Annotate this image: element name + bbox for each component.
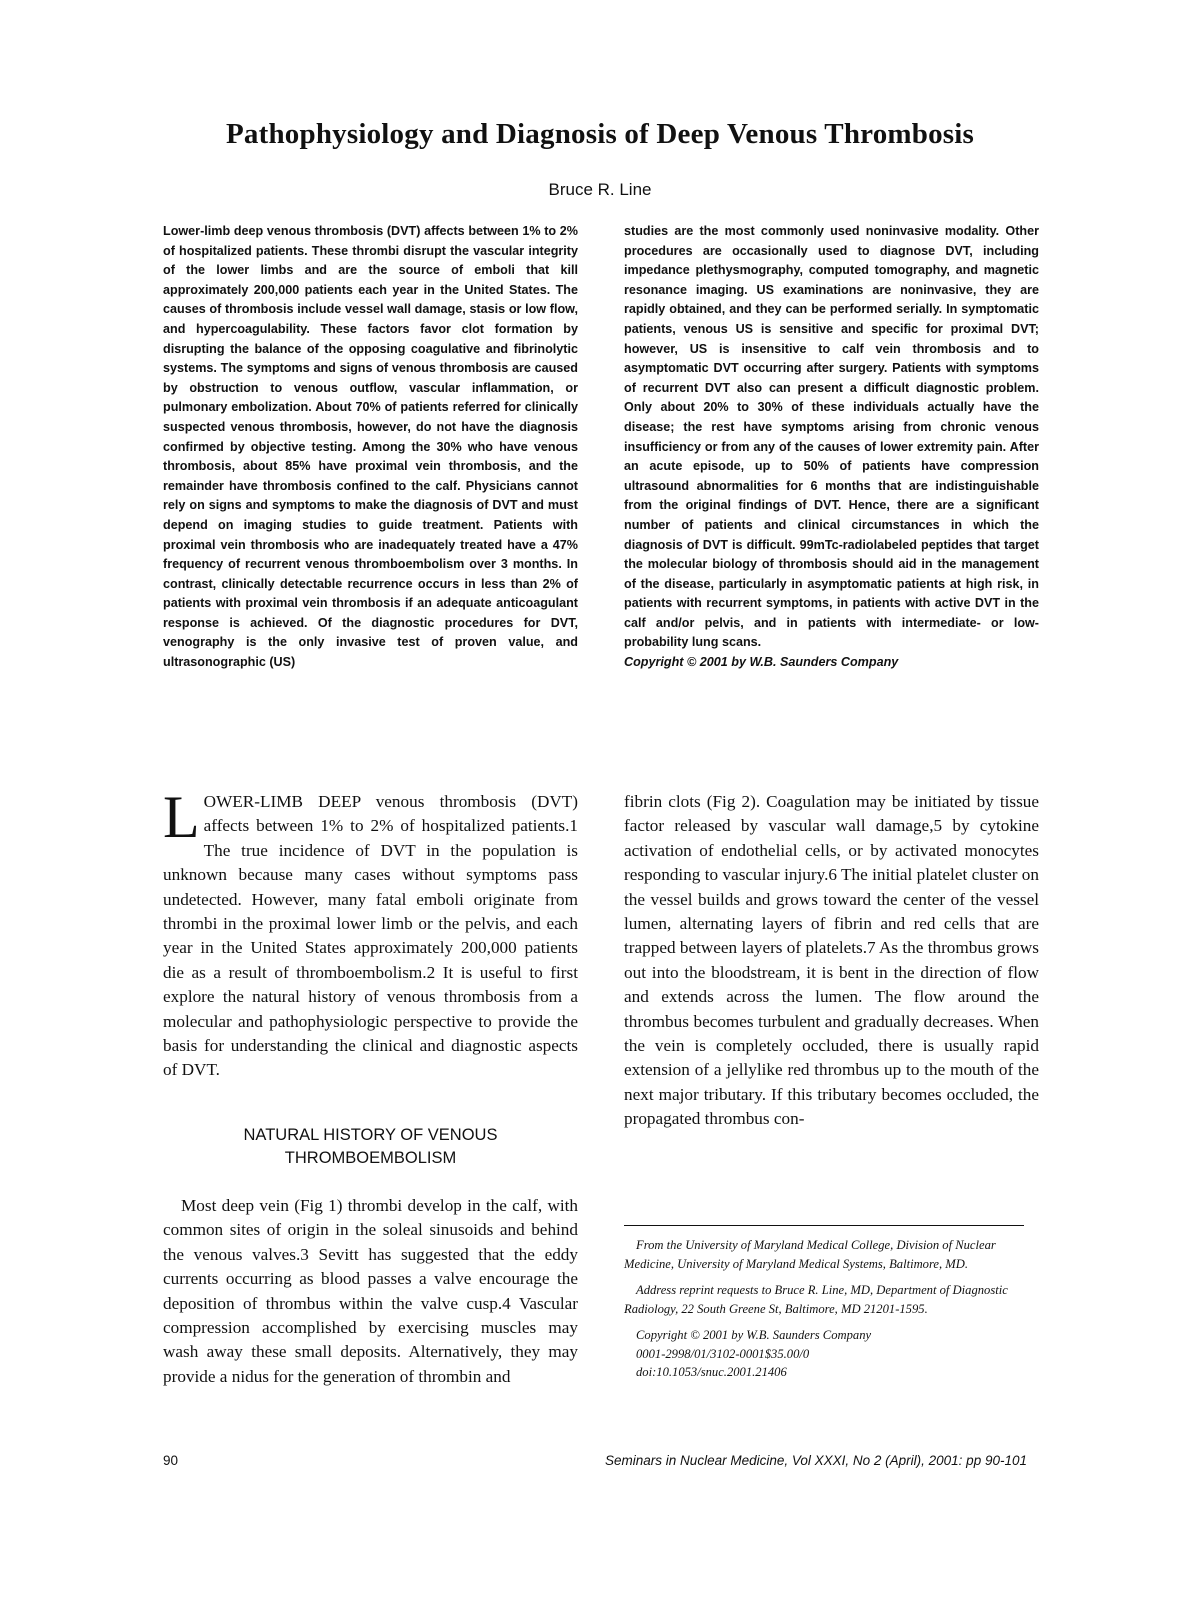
footnote-address: Address reprint requests to Bruce R. Line, MD, Department of Diagnostic Radiology, 22 South Greene St, Baltimore, MD 21201-1595.: [624, 1283, 1008, 1316]
page-number: 90: [163, 1453, 179, 1468]
section-heading-line-1: NATURAL HISTORY OF VENOUS: [243, 1126, 498, 1144]
abstract-left-column: [163, 222, 578, 673]
footnote-doi: doi:10.1053/snuc.2001.21406: [636, 1365, 787, 1379]
section-text: Most deep vein (Fig 1) thrombi develop in the calf, with common sites of origin in the soleal sinusoids and behind the venous valves.3 Sevitt has suggested that the eddy currents occurring as blood passes a valve encourage the deposition of thrombus within the valve cusp.4 Vascular compression accomplished by exercising muscles may wash away these small deposits. Alternatively, they may provide a nidus for the generation of thrombin and: [163, 1196, 578, 1386]
section-paragraph: [163, 1194, 578, 1389]
journal-citation: Seminars in Nuclear Medicine, Vol XXXI, No 2 (April), 2001: pp 90-101: [605, 1453, 1027, 1468]
right-body-column: [624, 790, 1039, 1132]
right-body-text: fibrin clots (Fig 2). Coagulation may be initiated by tissue factor released by vascular wall damage,5 by cytokine activation of endothelial cells, or by activated monocytes responding to vascular injury.6 The initial platelet cluster on the vessel builds and grows toward the center of the vessel lumen, alternating layers of fibrin and red cells that are trapped between layers of platelets.7 As the thrombus grows out into the bloodstream, it is bent in the direction of flow and extends across the lumen. The flow around the thrombus becomes turbulent and gradually decreases. When the vein is completely occluded, there is usually rapid extension of a jellylike red thrombus up to the mouth of the next major tributary. If this tributary becomes occluded, the propagated thrombus con-: [624, 792, 1039, 1129]
section-heading: [163, 1124, 578, 1170]
footnotes: [624, 1236, 1024, 1382]
abstract-right-column: [624, 222, 1039, 673]
footnote-affiliation: From the University of Maryland Medical College, Division of Nuclear Medicine, University of Maryland Medical Systems, Baltimore, MD.: [624, 1238, 996, 1271]
intro-paragraph: [163, 784, 578, 1083]
abstract-text-right: studies are the most commonly used noninvasive modality. Other procedures are occasionally used to diagnose DVT, including impedance plethysmography, computed tomography, and magnetic resonance imaging. US examinations are noninvasive, they are rapidly obtained, and they can be performed serially. In symptomatic patients, venous US is sensitive and specific for proximal DVT; however, US is insensitive to calf vein thrombosis and to asymptomatic DVT occurring after surgery. Patients with symptoms of recurrent DVT also can present a difficult diagnostic problem. Only about 20% to 30% of these individuals actually have the disease; the rest have symptoms arising from chronic venous insufficiency or from any of the causes of lower extremity pain. After an acute episode, up to 50% of patients have compression ultrasound abnormalities for 6 months that are indistinguishable from the original findings of DVT. Hence, there are a significant number of patients and clinical circumstances in which the diagnosis of DVT is difficult. 99mTc-radiolabeled peptides that target the molecular biology of thrombosis should aid in the management of the disease, particularly in asymptomatic patients at high risk, in patients with recurrent symptoms, in patients with active DVT in the calf and/or pelvis, and in patients with intermediate- or low-probability lung scans.: [624, 224, 1039, 650]
article-title: Pathophysiology and Diagnosis of Deep Venous Thrombosis: [225, 118, 975, 150]
abstract-text-left: Lower-limb deep venous thrombosis (DVT) affects between 1% to 2% of hospitalized patients. These thrombi disrupt the vascular integrity of the lower limbs and are the source of emboli that kill approximately 200,000 patients each year in the United States. The causes of thrombosis include vessel wall damage, stasis or low flow, and hypercoagulability. These factors favor clot formation by disrupting the balance of the opposing coagulative and fibrinolytic systems. The symptoms and signs of venous thrombosis are caused by obstruction to venous outflow, vascular inflammation, or pulmonary embolization. About 70% of patients referred for clinically suspected venous thrombosis, however, do not have the diagnosis confirmed by objective testing. Among the 30% who have venous thrombosis, about 85% have proximal vein thrombosis, and the remainder have thrombosis confined to the calf. Physicians cannot rely on signs and symptoms to make the diagnosis of DVT and must depend on imaging studies to guide treatment. Patients with proximal vein thrombosis who are inadequately treated have a 47% frequency of recurrent venous thromboembolism over 3 months. In contrast, clinically detectable recurrence occurs in less than 2% of patients with proximal vein thrombosis if an adequate anticoagulant response is achieved. Of the diagnostic procedures for DVT, venography is the only invasive test of proven value, and ultrasonographic (US): [163, 224, 578, 670]
footnote-divider: [624, 1225, 1024, 1226]
intro-text: OWER-LIMB DEEP venous thrombosis (DVT) affects between 1% to 2% of hospitalized patients.1 The true incidence of DVT in the population is unknown because many cases without symptoms pass undetected. However, many fatal emboli originate from thrombi in the proximal lower limb or the pelvis, and each year in the United States approximately 200,000 patients die as a result of thromboembolism.2 It is useful to first explore the natural history of venous thrombosis from a molecular and pathophysiologic perspective to provide the basis for understanding the clinical and diagnostic aspects of DVT.: [163, 792, 578, 1080]
drop-cap: L: [163, 784, 200, 850]
footnote-copyright: Copyright © 2001 by W.B. Saunders Company: [636, 1328, 872, 1342]
footnote-issn: 0001-2998/01/3102-0001$35.00/0: [636, 1346, 810, 1361]
author-name: Bruce R. Line: [548, 180, 652, 199]
section-heading-line-2: THROMBOEMBOLISM: [284, 1149, 457, 1167]
abstract-copyright: Copyright © 2001 by W.B. Saunders Company: [624, 655, 899, 670]
